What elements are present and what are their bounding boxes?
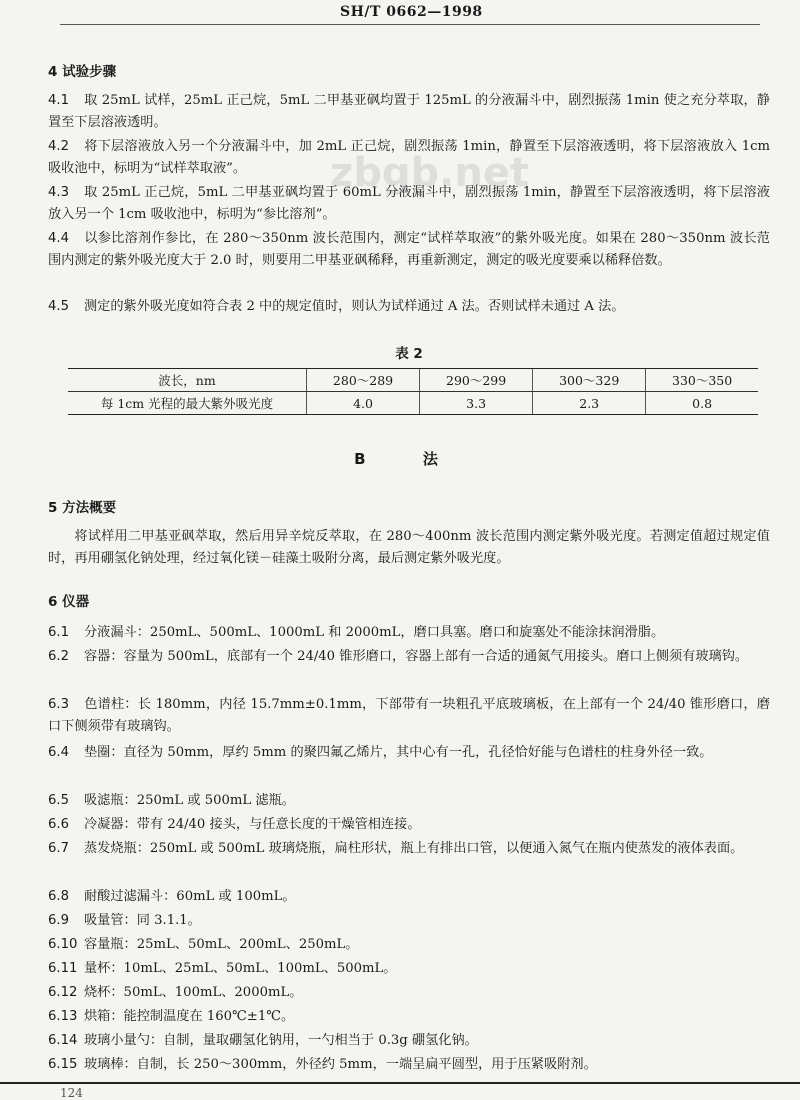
- table-header-row: [68, 369, 758, 392]
- para-4-1: [48, 90, 770, 134]
- para-number: 6.2: [48, 649, 69, 664]
- para-text: 取 25mL 正己烷，5mL 二甲基亚砜均置于 60mL 分液漏斗中，剧烈振荡 1min，静置至下层溶液透明，将下层溶液放入另一个 1cm 吸收池中，标明为“参比溶剂”。: [48, 185, 770, 222]
- para-text: 以参比溶剂作参比，在 280～350nm 波长范围内，测定“试样萃取液”的紫外吸光度。如果在 280～350nm 波长范围内测定的紫外吸光度大于 2.0 时，则要用二甲基亚砜稀释，再重新测定，测定的吸光度要乘以稀释倍数。: [48, 231, 770, 268]
- para-6-11: [48, 958, 770, 980]
- table-2-title: 表 2: [395, 346, 423, 362]
- para-number: 4.3: [48, 185, 69, 200]
- para-text: 色谱柱：长 180mm，内径 15.7mm±0.1mm，下部带有一块粗孔平底玻璃板，在上部有一个 24/40 锥形磨口，磨口下侧须带有玻璃钩。: [48, 697, 770, 734]
- table-2: [68, 368, 758, 415]
- table-cell: 4.0: [307, 392, 420, 415]
- para-number: 6.12: [48, 985, 78, 1000]
- para-number: 6.4: [48, 745, 69, 760]
- para-text: 吸量管：同 3.1.1。: [84, 913, 201, 928]
- page-header: [0, 0, 800, 28]
- para-6-7: [48, 838, 770, 860]
- para-4-2: [48, 136, 770, 180]
- para-text: 玻璃小量勺：自制，量取硼氢化钠用，一勺相当于 0.3g 硼氢化钠。: [84, 1033, 478, 1048]
- watermark: zbgb.net: [330, 150, 530, 196]
- para-number: 6.11: [48, 961, 78, 976]
- para-4-4: [48, 228, 770, 272]
- para-text: 垫圈：直径为 50mm，厚约 5mm 的聚四氟乙烯片，其中心有一孔，孔径恰好能与色谱柱的柱身外径一致。: [84, 745, 713, 760]
- para-number: 6.1: [48, 625, 69, 640]
- para-number: 6.13: [48, 1009, 78, 1024]
- para-text: 烧杯：50mL、100mL、2000mL。: [84, 985, 303, 1000]
- standard-code: SH/T 0662—1998: [340, 4, 483, 20]
- table-col-2: 290～299: [420, 369, 533, 392]
- table-col-4: 330～350: [646, 369, 758, 392]
- para-6-6: [48, 814, 770, 836]
- para-6-9: [48, 910, 770, 932]
- para-number: 4.5: [48, 299, 69, 314]
- para-6-3: [48, 694, 770, 738]
- table-cell: 2.3: [533, 392, 646, 415]
- table-cell: 3.3: [420, 392, 533, 415]
- para-6-1: [48, 622, 770, 644]
- para-number: 6.5: [48, 793, 69, 808]
- page-number: 124: [60, 1086, 83, 1100]
- para-6-15: [48, 1054, 770, 1076]
- section-4-heading: 4 试验步骤: [48, 64, 117, 80]
- section-5-heading: 5 方法概要: [48, 500, 117, 516]
- para-text: 冷凝器：带有 24/40 接头，与任意长度的干燥管相连接。: [84, 817, 421, 832]
- para-number: 6.3: [48, 697, 69, 712]
- para-6-5: [48, 790, 770, 812]
- para-number: 6.7: [48, 841, 69, 856]
- para-6-10: [48, 934, 770, 956]
- para-6-2: [48, 646, 770, 668]
- para-text: 容器：容量为 500mL，底部有一个 24/40 锥形磨口，容器上部有一合适的通氮气用接头。磨口上侧须有玻璃钩。: [84, 649, 749, 664]
- para-text: 烘箱：能控制温度在 160℃±1℃。: [84, 1009, 295, 1024]
- table-header-label: 波长，nm: [68, 369, 307, 392]
- para-number: 4.4: [48, 231, 69, 246]
- table-col-1: 280～289: [307, 369, 420, 392]
- para-number: 6.8: [48, 889, 69, 904]
- table-col-3: 300～329: [533, 369, 646, 392]
- para-6-4: [48, 742, 770, 764]
- para-text: 玻璃棒：自制，长 250～300mm，外径约 5mm，一端呈扁平圆型，用于压紧吸附剂。: [84, 1057, 597, 1072]
- para-number: 6.9: [48, 913, 69, 928]
- para-text: 吸滤瓶：250mL 或 500mL 滤瓶。: [84, 793, 295, 808]
- para-4-3: [48, 182, 770, 226]
- para-5: 将试样用二甲基亚砜萃取，然后用异辛烷反萃取，在 280～400nm 波长范围内测定紫外吸光度。若测定值超过规定值时，再用硼氢化钠处理，经过氧化镁－硅藻土吸附分离，最后测定紫外吸光度。: [48, 529, 770, 566]
- section-6-heading: 6 仪器: [48, 594, 90, 610]
- para-text: 量杯：10mL、25mL、50mL、100mL、500mL。: [84, 961, 397, 976]
- method-b-title: B 法: [354, 450, 464, 468]
- table-row-label: 每 1cm 光程的最大紫外吸光度: [68, 392, 307, 415]
- para-6-13: [48, 1006, 770, 1028]
- para-number: 6.15: [48, 1057, 78, 1072]
- para-text: 容量瓶：25mL、50mL、200mL、250mL。: [84, 937, 359, 952]
- para-text: 耐酸过滤漏斗：60mL 或 100mL。: [84, 889, 296, 904]
- para-text: 将下层溶液放入另一个分液漏斗中，加 2mL 正己烷，剧烈振荡 1min，静置至下层溶液透明，将下层溶液放入 1cm 吸收池中，标明为“试样萃取液”。: [48, 139, 770, 176]
- para-text: 蒸发烧瓶：250mL 或 500mL 玻璃烧瓶，扁柱形状，瓶上有排出口管，以便通入氮气在瓶内使蒸发的液体表面。: [84, 841, 744, 856]
- para-number: 4.1: [48, 93, 69, 108]
- footer-rule: [0, 1082, 800, 1084]
- para-text: 分液漏斗：250mL、500mL、1000mL 和 2000mL，磨口具塞。磨口和旋塞处不能涂抹润滑脂。: [84, 625, 665, 640]
- para-text: 取 25mL 试样，25mL 正己烷，5mL 二甲基亚砜均置于 125mL 的分液漏斗中，剧烈振荡 1min 使之充分萃取，静置至下层溶液透明。: [48, 93, 770, 130]
- para-number: 6.10: [48, 937, 78, 952]
- para-4-5: [48, 296, 770, 318]
- para-number: 6.14: [48, 1033, 78, 1048]
- header-rule: [60, 24, 760, 25]
- para-6-14: [48, 1030, 770, 1052]
- para-number: 6.6: [48, 817, 69, 832]
- para-text: 测定的紫外吸光度如符合表 2 中的规定值时，则认为试样通过 A 法。否则试样未通过 A 法。: [84, 299, 625, 314]
- table-cell: 0.8: [646, 392, 758, 415]
- para-6-12: [48, 982, 770, 1004]
- para-6-8: [48, 886, 770, 908]
- para-number: 4.2: [48, 139, 69, 154]
- table-row: [68, 392, 758, 415]
